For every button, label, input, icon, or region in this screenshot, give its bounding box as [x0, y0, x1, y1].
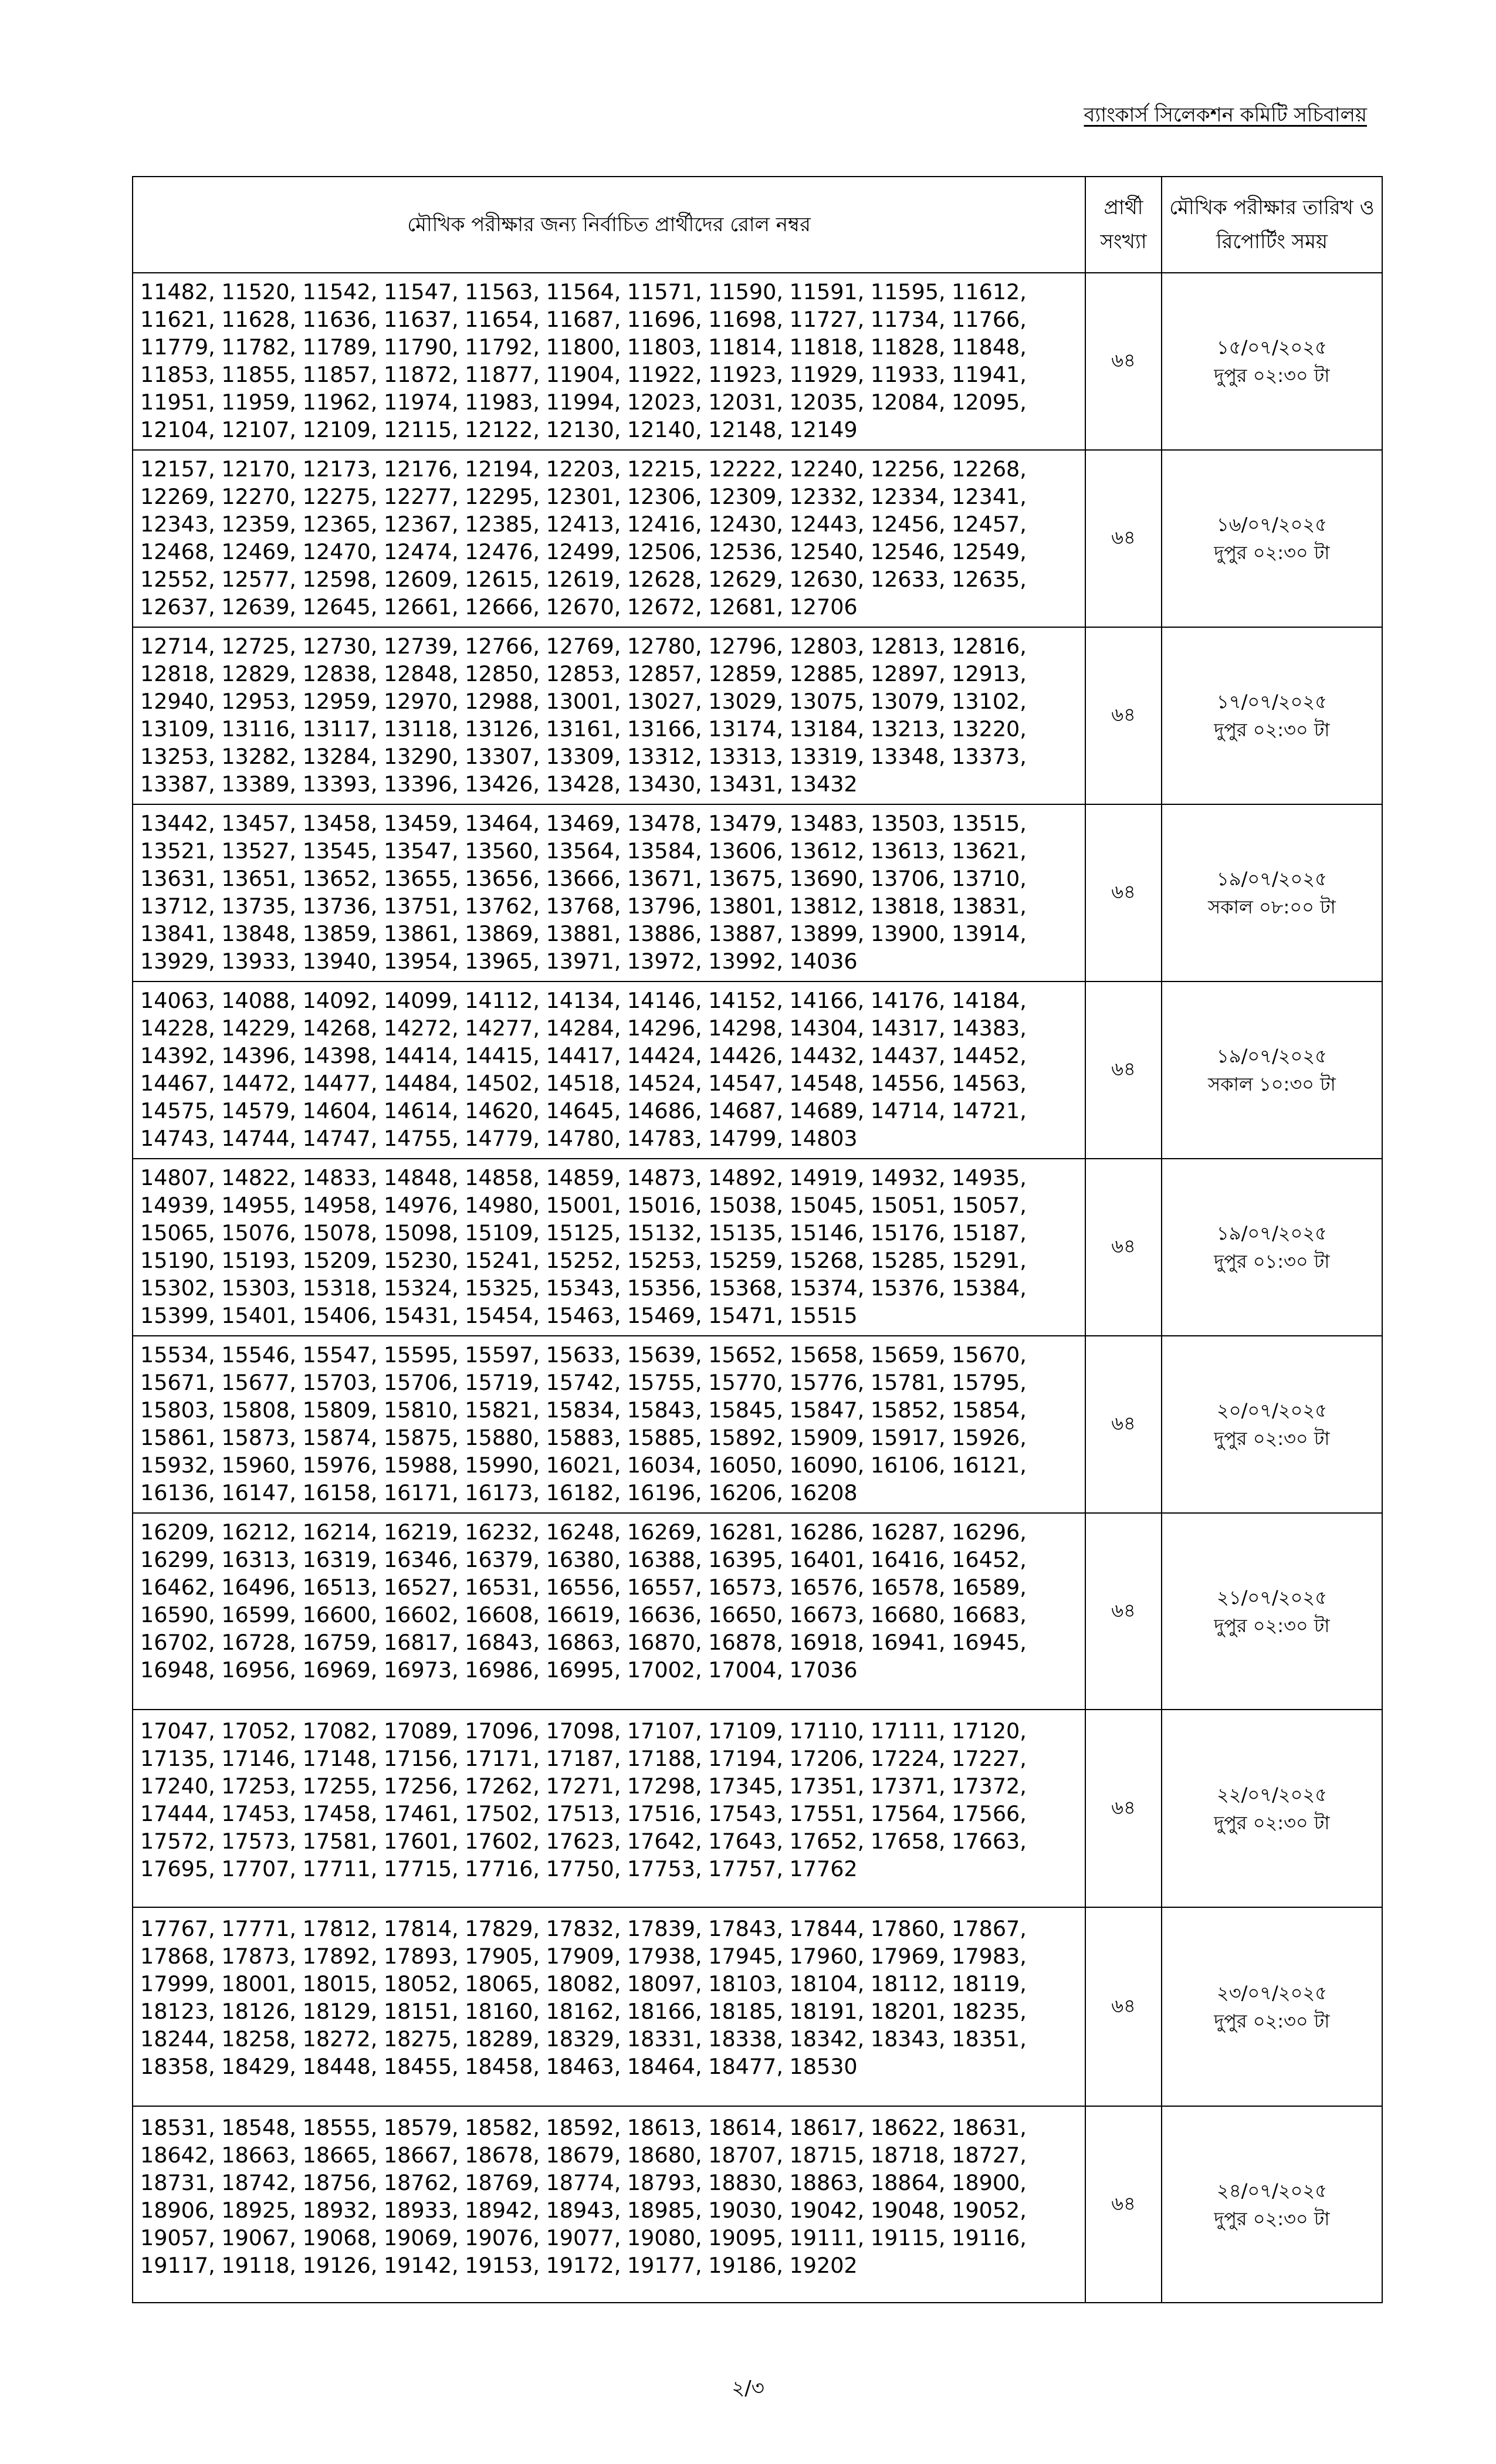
- header-date: মৌখিক পরীক্ষার তারিখ ও রিপোর্টিং সময়: [1162, 177, 1382, 273]
- candidate-count: ৬৪: [1085, 2106, 1162, 2303]
- reporting-time: দুপুর ০২:৩০ টা: [1214, 1427, 1330, 1450]
- schedule-cell: [1162, 273, 1382, 450]
- viva-date: ১৯/০৭/২০২৫: [1217, 1045, 1327, 1067]
- candidate-count: ৬৪: [1085, 627, 1162, 804]
- office-name: ব্যাংকার্স সিলেকশন কমিটি সচিবালয়: [1084, 103, 1367, 127]
- roll-numbers: 11482, 11520, 11542, 11547, 11563, 11564, 11571, 11590, 11591, 11595, 11612, 11621, 11628, 11636, 11637, 11654, 11687, 11696, 11698, 11727, 11734, 11766, 11779, 11782, 11789, 11790, 11792, 11800, 11803, 11814, 11818, 11828, 11848, 11853, 11855, 11857, 11872, 11877, 11904, 11922, 11923, 11929, 11933, 11941, 11951, 11959, 11962, 11974, 11983, 11994, 12023, 12031, 12035, 12084, 12095, 12104, 12107, 12109, 12115, 12122, 12130, 12140, 12148, 12149: [133, 273, 1085, 450]
- roll-numbers: 18531, 18548, 18555, 18579, 18582, 18592, 18613, 18614, 18617, 18622, 18631, 18642, 18663, 18665, 18667, 18678, 18679, 18680, 18707, 18715, 18718, 18727, 18731, 18742, 18756, 18762, 18769, 18774, 18793, 18830, 18863, 18864, 18900, 18906, 18925, 18932, 18933, 18942, 18943, 18985, 19030, 19042, 19048, 19052, 19057, 19067, 19068, 19069, 19076, 19077, 19080, 19095, 19111, 19115, 19116, 19117, 19118, 19126, 19142, 19153, 19172, 19177, 19186, 19202: [133, 2106, 1085, 2303]
- candidate-count: ৬৪: [1085, 1336, 1162, 1513]
- schedule-cell: [1162, 1710, 1382, 1907]
- viva-date: ১৯/০৭/২০২৫: [1217, 868, 1327, 890]
- reporting-time: দুপুর ০২:৩০ টা: [1214, 2009, 1330, 2032]
- roll-numbers: 12157, 12170, 12173, 12176, 12194, 12203, 12215, 12222, 12240, 12256, 12268, 12269, 12270, 12275, 12277, 12295, 12301, 12306, 12309, 12332, 12334, 12341, 12343, 12359, 12365, 12367, 12385, 12413, 12416, 12430, 12443, 12456, 12457, 12468, 12469, 12470, 12474, 12476, 12499, 12506, 12536, 12540, 12546, 12549, 12552, 12577, 12598, 12609, 12615, 12619, 12628, 12629, 12630, 12633, 12635, 12637, 12639, 12645, 12661, 12666, 12670, 12672, 12681, 12706: [133, 450, 1085, 627]
- schedule-cell: [1162, 1907, 1382, 2106]
- table-row: [133, 450, 1382, 627]
- candidate-count: ৬৪: [1085, 804, 1162, 981]
- page-number: ২/৩: [732, 2377, 764, 2400]
- reporting-time: সকাল ০৮:০০ টা: [1208, 896, 1336, 918]
- table-header-row: [133, 177, 1382, 273]
- candidate-count: ৬৪: [1085, 1159, 1162, 1336]
- table-row: [133, 1710, 1382, 1907]
- roll-numbers: 14807, 14822, 14833, 14848, 14858, 14859, 14873, 14892, 14919, 14932, 14935, 14939, 14955, 14958, 14976, 14980, 15001, 15016, 15038, 15045, 15051, 15057, 15065, 15076, 15078, 15098, 15109, 15125, 15132, 15135, 15146, 15176, 15187, 15190, 15193, 15209, 15230, 15241, 15252, 15253, 15259, 15268, 15285, 15291, 15302, 15303, 15318, 15324, 15325, 15343, 15356, 15368, 15374, 15376, 15384, 15399, 15401, 15406, 15431, 15454, 15463, 15469, 15471, 15515: [133, 1159, 1085, 1336]
- roll-numbers: 17047, 17052, 17082, 17089, 17096, 17098, 17107, 17109, 17110, 17111, 17120, 17135, 17146, 17148, 17156, 17171, 17187, 17188, 17194, 17206, 17224, 17227, 17240, 17253, 17255, 17256, 17262, 17271, 17298, 17345, 17351, 17371, 17372, 17444, 17453, 17458, 17461, 17502, 17513, 17516, 17543, 17551, 17564, 17566, 17572, 17573, 17581, 17601, 17602, 17623, 17642, 17643, 17652, 17658, 17663, 17695, 17707, 17711, 17715, 17716, 17750, 17753, 17757, 17762: [133, 1710, 1085, 1907]
- roll-numbers: 17767, 17771, 17812, 17814, 17829, 17832, 17839, 17843, 17844, 17860, 17867, 17868, 17873, 17892, 17893, 17905, 17909, 17938, 17945, 17960, 17969, 17983, 17999, 18001, 18015, 18052, 18065, 18082, 18097, 18103, 18104, 18112, 18119, 18123, 18126, 18129, 18151, 18160, 18162, 18166, 18185, 18191, 18201, 18235, 18244, 18258, 18272, 18275, 18289, 18329, 18331, 18338, 18342, 18343, 18351, 18358, 18429, 18448, 18455, 18458, 18463, 18464, 18477, 18530: [133, 1907, 1085, 2106]
- candidate-count: ৬৪: [1085, 981, 1162, 1159]
- schedule-cell: [1162, 1513, 1382, 1710]
- schedule-cell: [1162, 981, 1382, 1159]
- reporting-time: দুপুর ০২:৩০ টা: [1214, 2207, 1330, 2230]
- viva-date: ২৪/০৭/২০২৫: [1217, 2179, 1327, 2202]
- viva-date: ১৫/০৭/২০২৫: [1217, 336, 1327, 358]
- viva-date: ২৩/০৭/২০২৫: [1217, 1981, 1327, 2004]
- viva-date: ২০/০৭/২০২৫: [1217, 1399, 1327, 1421]
- table-row: [133, 1513, 1382, 1710]
- table-row: [133, 1907, 1382, 2106]
- viva-schedule-table: [132, 176, 1383, 2303]
- viva-date: ২২/০৭/২০২৫: [1217, 1783, 1327, 1806]
- roll-numbers: 12714, 12725, 12730, 12739, 12766, 12769, 12780, 12796, 12803, 12813, 12816, 12818, 12829, 12838, 12848, 12850, 12853, 12857, 12859, 12885, 12897, 12913, 12940, 12953, 12959, 12970, 12988, 13001, 13027, 13029, 13075, 13079, 13102, 13109, 13116, 13117, 13118, 13126, 13161, 13166, 13174, 13184, 13213, 13220, 13253, 13282, 13284, 13290, 13307, 13309, 13312, 13313, 13319, 13348, 13373, 13387, 13389, 13393, 13396, 13426, 13428, 13430, 13431, 13432: [133, 627, 1085, 804]
- header-rolls: মৌখিক পরীক্ষার জন্য নির্বাচিত প্রার্থীদের রোল নম্বর: [133, 177, 1085, 273]
- roll-numbers: 14063, 14088, 14092, 14099, 14112, 14134, 14146, 14152, 14166, 14176, 14184, 14228, 14229, 14268, 14272, 14277, 14284, 14296, 14298, 14304, 14317, 14383, 14392, 14396, 14398, 14414, 14415, 14417, 14424, 14426, 14432, 14437, 14452, 14467, 14472, 14477, 14484, 14502, 14518, 14524, 14547, 14548, 14556, 14563, 14575, 14579, 14604, 14614, 14620, 14645, 14686, 14687, 14689, 14714, 14721, 14743, 14744, 14747, 14755, 14779, 14780, 14783, 14799, 14803: [133, 981, 1085, 1159]
- reporting-time: দুপুর ০২:৩০ টা: [1214, 719, 1330, 741]
- viva-date: ১৬/০৭/২০২৫: [1217, 513, 1327, 536]
- table-row: [133, 627, 1382, 804]
- schedule-cell: [1162, 2106, 1382, 2303]
- candidate-count: ৬৪: [1085, 273, 1162, 450]
- schedule-cell: [1162, 804, 1382, 981]
- viva-date: ১৯/০৭/২০২৫: [1217, 1222, 1327, 1244]
- candidate-count: ৬৪: [1085, 1513, 1162, 1710]
- reporting-time: দুপুর ০১:৩০ টা: [1214, 1250, 1330, 1272]
- candidate-count: ৬৪: [1085, 450, 1162, 627]
- schedule-cell: [1162, 1159, 1382, 1336]
- table-row: [133, 981, 1382, 1159]
- roll-numbers: 15534, 15546, 15547, 15595, 15597, 15633, 15639, 15652, 15658, 15659, 15670, 15671, 15677, 15703, 15706, 15719, 15742, 15755, 15770, 15776, 15781, 15795, 15803, 15808, 15809, 15810, 15821, 15834, 15843, 15845, 15847, 15852, 15854, 15861, 15873, 15874, 15875, 15880, 15883, 15885, 15892, 15909, 15917, 15926, 15932, 15960, 15976, 15988, 15990, 16021, 16034, 16050, 16090, 16106, 16121, 16136, 16147, 16158, 16171, 16173, 16182, 16196, 16206, 16208: [133, 1336, 1085, 1513]
- roll-numbers: 13442, 13457, 13458, 13459, 13464, 13469, 13478, 13479, 13483, 13503, 13515, 13521, 13527, 13545, 13547, 13560, 13564, 13584, 13606, 13612, 13613, 13621, 13631, 13651, 13652, 13655, 13656, 13666, 13671, 13675, 13690, 13706, 13710, 13712, 13735, 13736, 13751, 13762, 13768, 13796, 13801, 13812, 13818, 13831, 13841, 13848, 13859, 13861, 13869, 13881, 13886, 13887, 13899, 13900, 13914, 13929, 13933, 13940, 13954, 13965, 13971, 13972, 13992, 14036: [133, 804, 1085, 981]
- candidate-count: ৬৪: [1085, 1907, 1162, 2106]
- reporting-time: দুপুর ০২:৩০ টা: [1214, 1811, 1330, 1834]
- reporting-time: দুপুর ০২:৩০ টা: [1214, 364, 1330, 387]
- viva-date: ২১/০৭/২০২৫: [1217, 1586, 1327, 1609]
- table-row: [133, 1336, 1382, 1513]
- schedule-cell: [1162, 627, 1382, 804]
- roll-numbers: 16209, 16212, 16214, 16219, 16232, 16248, 16269, 16281, 16286, 16287, 16296, 16299, 16313, 16319, 16346, 16379, 16380, 16388, 16395, 16401, 16416, 16452, 16462, 16496, 16513, 16527, 16531, 16556, 16557, 16573, 16576, 16578, 16589, 16590, 16599, 16600, 16602, 16608, 16619, 16636, 16650, 16673, 16680, 16683, 16702, 16728, 16759, 16817, 16843, 16863, 16870, 16878, 16918, 16941, 16945, 16948, 16956, 16969, 16973, 16986, 16995, 17002, 17004, 17036: [133, 1513, 1085, 1710]
- candidate-count: ৬৪: [1085, 1710, 1162, 1907]
- reporting-time: দুপুর ০২:৩০ টা: [1214, 541, 1330, 564]
- table-row: [133, 273, 1382, 450]
- viva-date: ১৭/০৭/২০২৫: [1217, 691, 1327, 713]
- table-row: [133, 804, 1382, 981]
- reporting-time: দুপুর ০২:৩০ টা: [1214, 1614, 1330, 1637]
- table-row: [133, 1159, 1382, 1336]
- schedule-cell: [1162, 1336, 1382, 1513]
- table-row: [133, 2106, 1382, 2303]
- reporting-time: সকাল ১০:৩০ টা: [1208, 1073, 1336, 1095]
- schedule-cell: [1162, 450, 1382, 627]
- header-count: প্রার্থী সংখ্যা: [1085, 177, 1162, 273]
